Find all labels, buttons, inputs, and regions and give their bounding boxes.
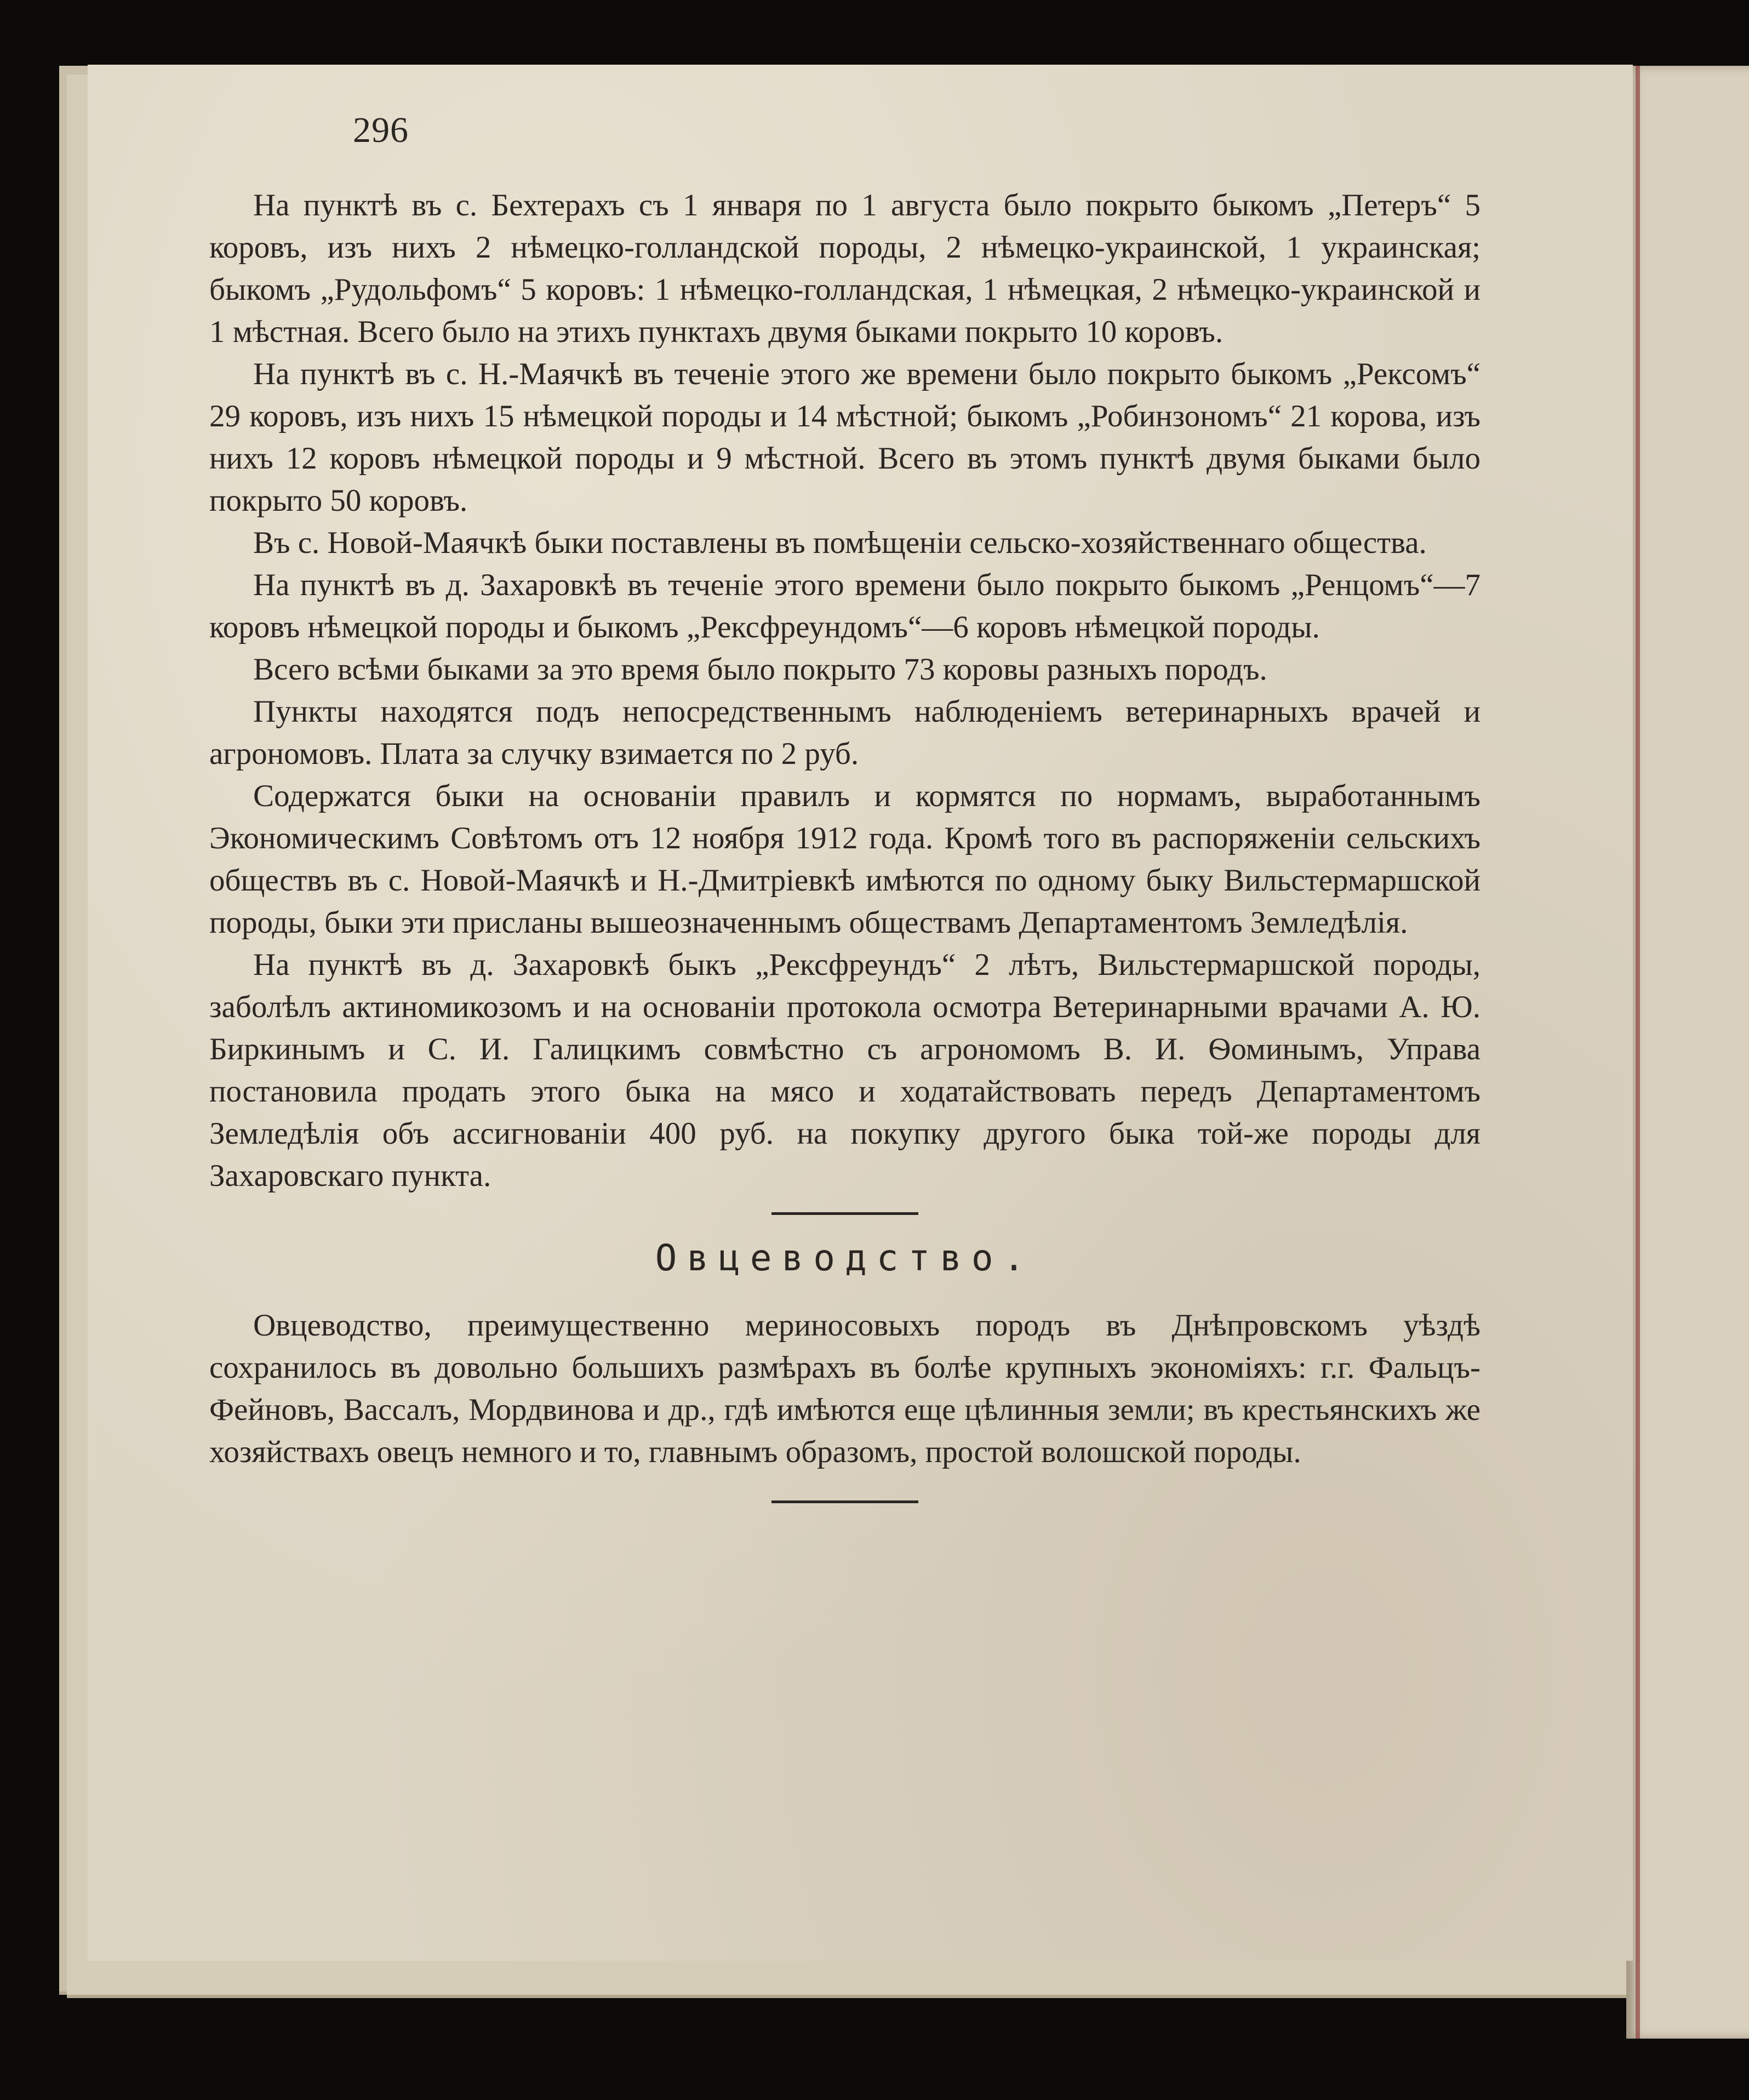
paragraph: На пунктѣ въ с. Н.-Маячкѣ въ теченіе этого же времени было покрыто быкомъ „Рексомъ“ 29 коровъ, изъ нихъ 15 нѣмецкой породы и 14 мѣстной; быкомъ „Робинзономъ“ 21 корова, изъ нихъ 12 коровъ нѣмецкой породы и 9 мѣстной. Всего въ этомъ пунктѣ двумя быками было покрыто 50 коровъ. [209,357,1481,518]
page-text [209,110,1481,1525]
paragraph: Пункты находятся подъ непосредственнымъ наблюденіемъ ветеринарныхъ врачей и агрономовъ. Плата за случку взимается по 2 руб. [209,694,1481,771]
section-paragraph: Овцеводство, преимущественно мериносовыхъ породъ въ Днѣпровскомъ уѣздѣ сохранилось въ довольно большихъ размѣрахъ въ болѣе крупныхъ экономіяхъ: г.г. Фальцъ-Фейновъ, Вассалъ, Мордвинова и др., гдѣ имѣются еще цѣлинныя земли; въ крестьянскихъ же хозяйствахъ овецъ немного и то, главнымъ образомъ, простой волошской породы. [209,1308,1481,1469]
end-divider [771,1500,918,1503]
paragraph: На пунктѣ въ д. Захаровкѣ быкъ „Рексфреундъ“ 2 лѣтъ, Вильстермаршской породы, заболѣлъ актиномикозомъ и на основаніи протокола осмотра Ветеринарными врачами А. Ю. Биркинымъ и С. И. Галицкимъ совмѣстно съ агрономомъ В. И. Ѳоминымъ, Управа постановила продать этого быка на мясо и ходатайствовать передъ Департаментомъ Земледѣлія объ ассигнованіи 400 руб. на покупку другого быка той-же породы для Захаровскаго пункта. [209,948,1481,1193]
page-number: 296 [353,110,409,150]
section-title: Овцеводство. [655,1237,1035,1279]
paragraph: Содержатся быки на основаніи правилъ и кормятся по нормамъ, выработаннымъ Экономическимъ Совѣтомъ отъ 12 ноября 1912 года. Кромѣ того въ распоряженіи сельскихъ обществъ въ с. Новой-Маячкѣ и Н.-Дмитріевкѣ имѣются по одному быку Вильстермаршской породы, быки эти присланы вышеозначеннымъ обществамъ Департаментомъ Земледѣлія. [209,779,1481,940]
bookmark-ribbon [1636,66,1640,2039]
section-divider [771,1212,918,1215]
paragraph: Въ с. Новой-Маячкѣ быки поставлены въ помѣщеніи сельско-хозяйственнаго общества. [253,526,1427,560]
facing-page-edge [1626,66,1749,2039]
paragraph: На пунктѣ въ с. Бехтерахъ съ 1 января по 1 августа было покрыто быкомъ „Петеръ“ 5 коровъ, изъ нихъ 2 нѣмецко-голландской породы, 2 нѣмецко-украинской, 1 украинская; быкомъ „Рудольфомъ“ 5 коровъ: 1 нѣмецко-голландская, 1 нѣмецкая, 2 нѣмецко-украинской и 1 мѣстная. Всего было на этихъ пунктахъ двумя быками покрыто 10 коровъ. [209,188,1481,349]
paragraph: Всего всѣми быками за это время было покрыто 73 коровы разныхъ породъ. [253,652,1267,687]
paragraph: На пунктѣ въ д. Захаровкѣ въ теченіе этого времени было покрыто быкомъ „Ренцомъ“—7 коровъ нѣмецкой породы и быкомъ „Рексфреундомъ“—6 коровъ нѣмецкой породы. [209,568,1481,644]
